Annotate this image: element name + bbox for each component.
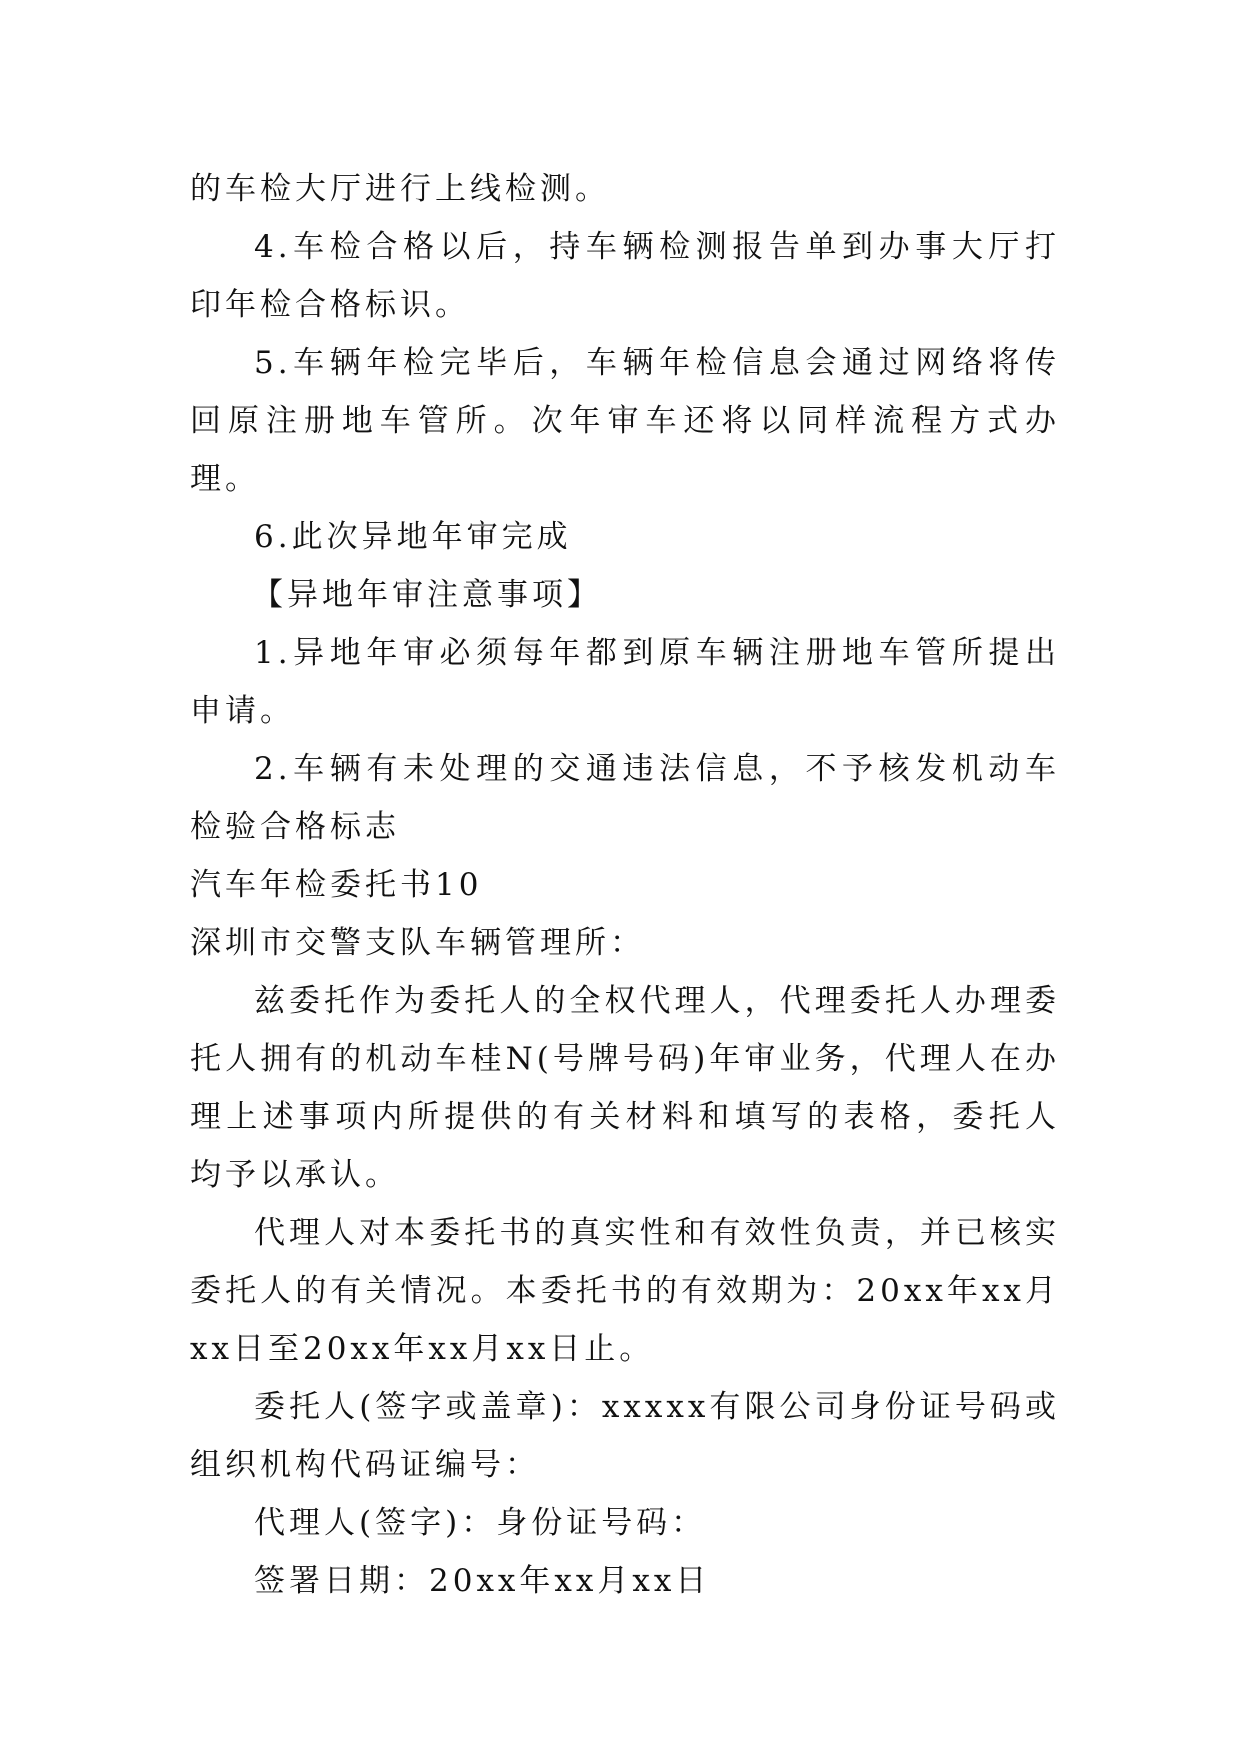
paragraph-step-6: 6.此次异地年审完成 bbox=[254, 519, 572, 555]
section-title: 汽车年检委托书10 bbox=[190, 867, 483, 903]
paragraph-body-2: 代理人对本委托书的真实性和有效性负责，并已核实委托人的有关情况。本委托书的有效期为：20xx年xx月xx日至20xx年xx月xx日止。 bbox=[190, 1215, 1060, 1367]
paragraph-body-1: 兹委托作为委托人的全权代理人，代理委托人办理委托人拥有的机动车桂N(号牌号码)年审业务，代理人在办理上述事项内所提供的有关材料和填写的表格，委托人均予以承认。 bbox=[190, 983, 1060, 1193]
paragraph-notice-1: 1.异地年审必须每年都到原车辆注册地车管所提出申请。 bbox=[190, 635, 1060, 729]
addressee: 深圳市交警支队车辆管理所： bbox=[190, 925, 645, 961]
paragraph-step-5: 5.车辆年检完毕后，车辆年检信息会通过网络将传回原注册地车管所。次年审车还将以同样流程方式办理。 bbox=[190, 345, 1060, 497]
signing-date-line: 签署日期：20xx年xx月xx日 bbox=[254, 1563, 711, 1599]
agent-signature-line: 代理人(签字)：身份证号码： bbox=[254, 1505, 707, 1541]
notice-heading: 【异地年审注意事项】 bbox=[252, 577, 602, 613]
paragraph-step-4: 4.车检合格以后，持车辆检测报告单到办事大厅打印年检合格标识。 bbox=[190, 229, 1060, 323]
paragraph-notice-2: 2.车辆有未处理的交通违法信息，不予核发机动车检验合格标志 bbox=[190, 751, 1060, 845]
principal-signature-line: 委托人(签字或盖章)：xxxxx有限公司身份证号码或组织机构代码证编号： bbox=[190, 1389, 1060, 1483]
document-body bbox=[190, 160, 1060, 1610]
paragraph-continuation: 的车检大厅进行上线检测。 bbox=[190, 171, 610, 207]
